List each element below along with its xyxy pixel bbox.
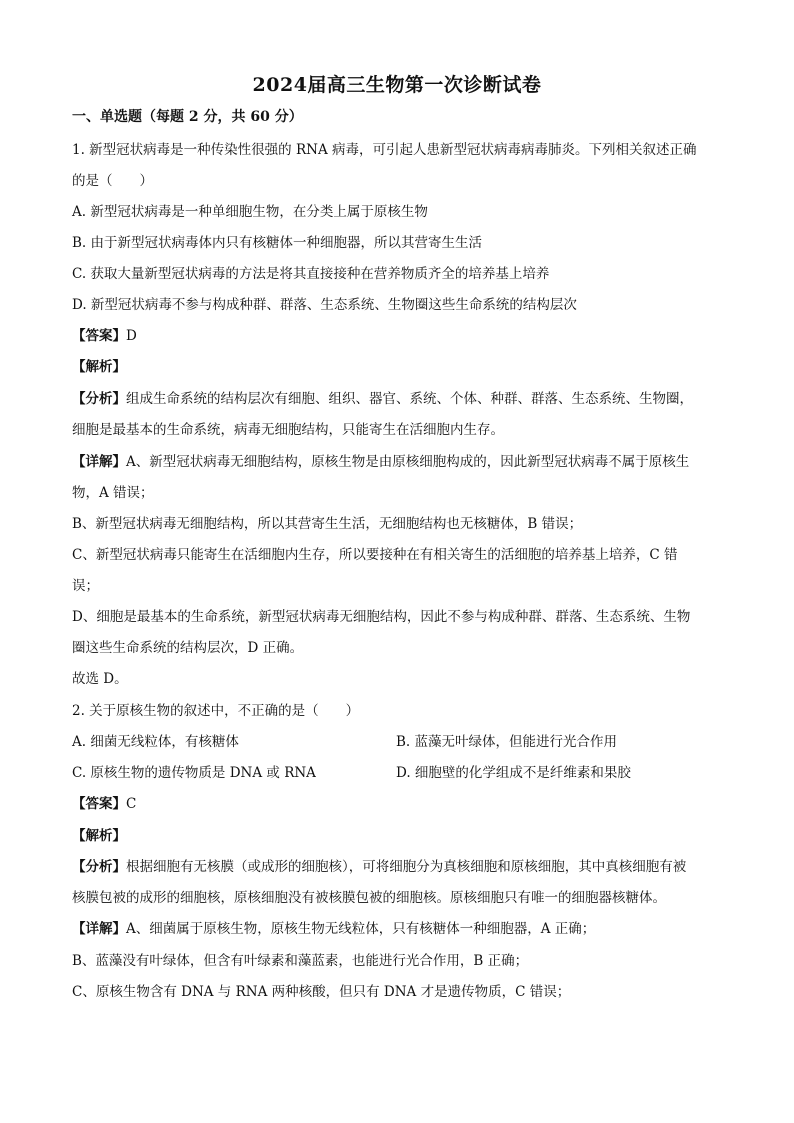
q1-stem-line2: 的是（ ） <box>72 173 153 189</box>
xiangjie-text: A、新型冠状病毒无细胞结构，原核生物是由原核细胞构成的，因此新型冠状病毒不属于原核生 <box>126 454 690 470</box>
q2-c-explain: C、原核生物含有 DNA 与 RNA 两种核酸，但只有 DNA 才是遗传物质，C 错误； <box>72 984 571 1000</box>
q1-d-explain-line1: D、细胞是最基本的生命系统，新型冠状病毒无细胞结构，因此不参与构成种群、群落、生态系统、生物 <box>72 609 691 625</box>
xiangjie-tag: 【详解】 <box>72 921 126 937</box>
q1-d-explain-line2: 圈这些生命系统的结构层次，D 正确。 <box>72 640 304 656</box>
q1-fenxi-line1 <box>72 389 732 409</box>
q1-c-explain-line2: 误； <box>72 578 99 594</box>
q2-answer <box>72 794 732 814</box>
q1-analysis-title: 【解析】 <box>72 359 126 375</box>
q1-stem-line1: 1. 新型冠状病毒是一种传染性很强的 RNA 病毒，可引起人患新型冠状病毒病毒肺炎。下列相关叙述正确 <box>72 142 697 158</box>
q2-option-d: D. 细胞壁的化学组成不是纤维素和果胶 <box>396 765 631 781</box>
answer-value: C <box>126 796 137 812</box>
q2-stem: 2. 关于原核生物的叙述中，不正确的是（ ） <box>72 703 360 719</box>
fenxi-text: 根据细胞有无核膜（或成形的细胞核），可将细胞分为真核细胞和原核细胞，其中真核细胞有被 <box>126 859 687 875</box>
q2-options-row2 <box>72 763 732 783</box>
q1-option-b: B. 由于新型冠状病毒体内只有核糖体一种细胞器，所以其营寄生生活 <box>72 235 483 251</box>
q1-c-explain-line1: C、新型冠状病毒只能寄生在活细胞内生存，所以要接种在有相关寄生的活细胞的培养基上培养，C 错 <box>72 547 678 563</box>
q1-b-explain: B、新型冠状病毒无细胞结构，所以其营寄生生活，无细胞结构也无核糖体，B 错误； <box>72 516 583 532</box>
exam-title: 2024届高三生物第一次诊断试卷 <box>252 74 542 96</box>
q2-fenxi-line1 <box>72 857 732 877</box>
q2-option-a: A. 细菌无线粒体，有核糖体 <box>72 734 239 750</box>
q1-option-d: D. 新型冠状病毒不参与构成种群、群落、生态系统、生物圈这些生命系统的结构层次 <box>72 297 577 313</box>
q1-xiangjie-line2: 物，A 错误； <box>72 485 154 501</box>
q2-analysis-title: 【解析】 <box>72 828 126 844</box>
answer-value: D <box>126 328 137 344</box>
q1-answer <box>72 326 732 346</box>
fenxi-tag: 【分析】 <box>72 391 126 407</box>
q2-options-row1 <box>72 732 732 752</box>
q1-fenxi-line2: 细胞是最基本的生命系统，病毒无细胞结构，只能寄生在活细胞内生存。 <box>72 422 504 438</box>
answer-tag: 【答案】 <box>72 328 126 344</box>
fenxi-text: 组成生命系统的结构层次有细胞、组织、器官、系统、个体、种群、群落、生态系统、生物圈， <box>126 391 693 407</box>
q1-conclusion: 故选 D。 <box>72 671 128 687</box>
fenxi-tag: 【分析】 <box>72 859 126 875</box>
q2-option-b: B. 蓝藻无叶绿体，但能进行光合作用 <box>396 734 618 750</box>
q1-option-a: A. 新型冠状病毒是一种单细胞生物，在分类上属于原核生物 <box>72 204 428 220</box>
answer-tag: 【答案】 <box>72 796 126 812</box>
q2-option-c: C. 原核生物的遗传物质是 DNA 或 RNA <box>72 765 316 781</box>
xiangjie-tag: 【详解】 <box>72 454 126 470</box>
q2-b-explain: B、蓝藻没有叶绿体，但含有叶绿素和藻蓝素，也能进行光合作用，B 正确； <box>72 953 529 969</box>
q2-xiangjie-line1 <box>72 919 732 939</box>
q1-option-c: C. 获取大量新型冠状病毒的方法是将其直接接种在营养物质齐全的培养基上培养 <box>72 266 550 282</box>
section-heading: 一、单选题（每题 2 分，共 60 分） <box>72 109 303 125</box>
xiangjie-text: A、细菌属于原核生物，原核生物无线粒体，只有核糖体一种细胞器，A 正确； <box>126 921 596 937</box>
q2-fenxi-line2: 核膜包被的成形的细胞核，原核细胞没有被核膜包被的细胞核。原核细胞只有唯一的细胞器核糖体。 <box>72 890 666 906</box>
q1-xiangjie-line1 <box>72 452 732 472</box>
